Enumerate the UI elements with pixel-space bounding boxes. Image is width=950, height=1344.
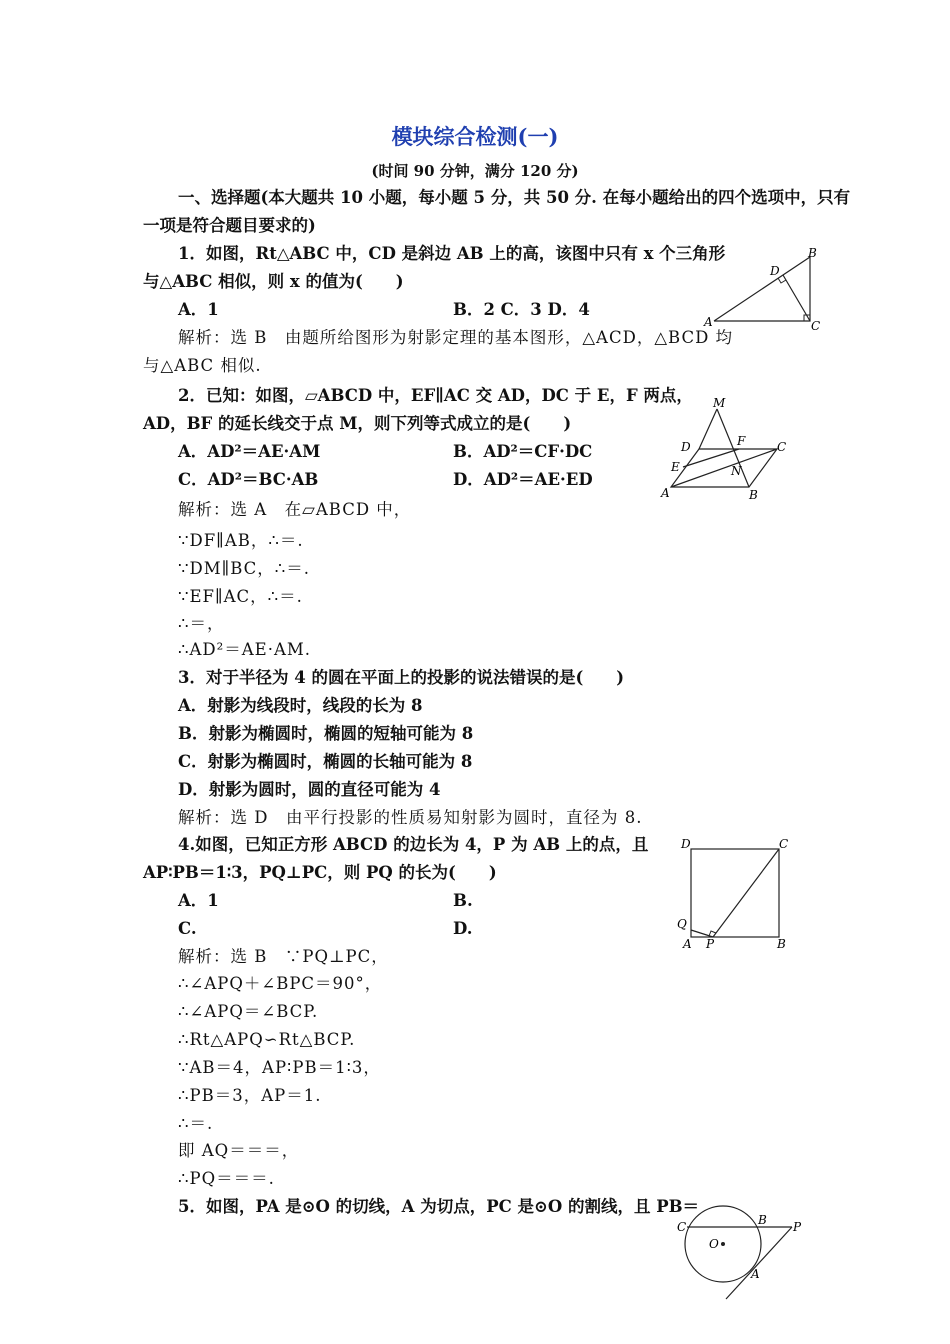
q2-label-m: M <box>713 396 726 410</box>
q4-explanation-2: ∴∠APQ＋∠BPC＝90°， <box>178 974 383 993</box>
q4-label-b: B <box>777 937 786 951</box>
q1-option-a: A．1 <box>178 300 219 319</box>
q4-explanation-4: ∴Rt△APQ∽Rt△BCP. <box>178 1030 356 1049</box>
q2-option-c: C．AD²＝BC·AB <box>178 470 319 489</box>
q2-label-c: C <box>777 440 787 454</box>
q2-explanation-2: ∵DF∥AB，∴＝. <box>178 531 304 550</box>
q1-triangle-figure <box>700 243 830 338</box>
q2-label-e: E <box>671 460 680 474</box>
q2-label-a: A <box>661 486 670 500</box>
q1-explanation-cont: 与△ABC 相似. <box>143 356 262 375</box>
q5-stem: 5．如图，PA 是⊙O 的切线，A 为切点，PC 是⊙O 的割线，且 PB＝ <box>178 1197 700 1216</box>
q1-options-bcd: B．2 C．3 D．4 <box>453 300 590 319</box>
q1-label-c: C <box>811 319 821 333</box>
q2-parallelogram-figure <box>655 393 795 508</box>
q5-label-o: O <box>709 1237 719 1251</box>
q4-stem-cont: AP∶PB＝1∶3，PQ⊥PC，则 PQ 的长为( ) <box>143 863 497 882</box>
q4-label-p: P <box>706 937 715 951</box>
q2-label-f: F <box>737 434 746 448</box>
q4-explanation-3: ∴∠APQ＝∠BCP. <box>178 1002 319 1021</box>
q2-explanation-1: 解析：选 A 在▱ABCD 中， <box>178 500 412 519</box>
q5-label-c: C <box>677 1220 687 1234</box>
q4-explanation-9: ∴PQ＝＝＝. <box>178 1169 275 1188</box>
q2-explanation-6: ∴AD²＝AE·AM. <box>178 640 312 659</box>
q4-option-c: C. <box>178 919 197 938</box>
q1-label-b: B <box>808 246 817 260</box>
q4-label-a: A <box>683 937 692 951</box>
q5-circle-figure <box>672 1200 807 1304</box>
q4-square-figure <box>675 835 795 955</box>
section-heading-cont: 一项是符合题目要求的) <box>143 216 316 235</box>
q2-stem-cont: AD，BF 的延长线交于点 M，则下列等式成立的是( ) <box>143 414 572 433</box>
q4-explanation-7: ∴＝. <box>178 1114 214 1133</box>
q2-label-b: B <box>749 488 758 502</box>
q2-explanation-4: ∵EF∥AC，∴＝. <box>178 587 303 606</box>
q2-explanation-5: ∴＝， <box>178 614 225 633</box>
q2-label-n: N <box>731 464 742 478</box>
q2-option-d: D．AD²＝AE·ED <box>453 470 593 489</box>
q4-option-a: A．1 <box>178 891 219 910</box>
q3-stem: 3．对于半径为 4 的圆在平面上的投影的说法错误的是( ) <box>178 668 625 687</box>
q1-explanation: 解析：选 B 由题所给图形为射影定理的基本图形，△ACD，△BCD 均 <box>178 328 734 347</box>
q5-label-p: P <box>793 1220 802 1234</box>
q2-explanation-3: ∵DM∥BC，∴＝. <box>178 559 311 578</box>
q3-option-a: A．射影为线段时，线段的长为 8 <box>178 696 423 715</box>
q3-option-b: B．射影为椭圆时，椭圆的短轴可能为 8 <box>178 724 474 743</box>
q4-explanation-8: 即 AQ＝＝＝， <box>178 1141 300 1160</box>
q1-label-a: A <box>704 315 713 329</box>
page-title: 模块综合检测(一) <box>391 124 559 149</box>
q2-option-a: A．AD²＝AE·AM <box>178 442 321 461</box>
q2-option-b: B．AD²＝CF·DC <box>453 442 593 461</box>
q4-explanation-1: 解析：选 B ∵PQ⊥PC， <box>178 947 389 966</box>
q1-stem-cont: 与△ABC 相似，则 x 的值为( ) <box>143 272 404 291</box>
q4-option-d: D. <box>453 919 473 938</box>
q4-label-d: D <box>681 837 691 851</box>
q4-option-b: B. <box>453 891 473 910</box>
q5-label-b: B <box>758 1213 767 1227</box>
q4-explanation-5: ∵AB＝4，AP∶PB＝1∶3， <box>178 1058 381 1077</box>
q1-label-d: D <box>770 264 780 278</box>
section-heading: 一、选择题(本大题共 10 小题，每小题 5 分，共 50 分. 在每小题给出的四个选项中，只有 <box>178 188 851 207</box>
q5-label-a: A <box>751 1267 760 1281</box>
q4-explanation-6: ∴PB＝3，AP＝1. <box>178 1086 322 1105</box>
q4-label-q: Q <box>677 917 687 931</box>
q4-stem: 4.如图，已知正方形 ABCD 的边长为 4，P 为 AB 上的点，且 <box>178 835 649 854</box>
q3-option-d: D．射影为圆时，圆的直径可能为 4 <box>178 780 441 799</box>
q1-stem: 1．如图，Rt△ABC 中，CD 是斜边 AB 上的高，该图中只有 x 个三角形 <box>178 244 726 263</box>
q2-label-d: D <box>681 440 691 454</box>
q4-label-c: C <box>779 837 789 851</box>
q3-explanation: 解析：选 D 由平行投影的性质易知射影为圆时，直径为 8. <box>178 808 643 827</box>
q2-stem: 2．已知：如图，▱ABCD 中，EF∥AC 交 AD，DC 于 E，F 两点， <box>178 386 693 405</box>
exam-info: (时间 90 分钟，满分 120 分) <box>371 162 579 180</box>
q3-option-c: C．射影为椭圆时，椭圆的长轴可能为 8 <box>178 752 473 771</box>
